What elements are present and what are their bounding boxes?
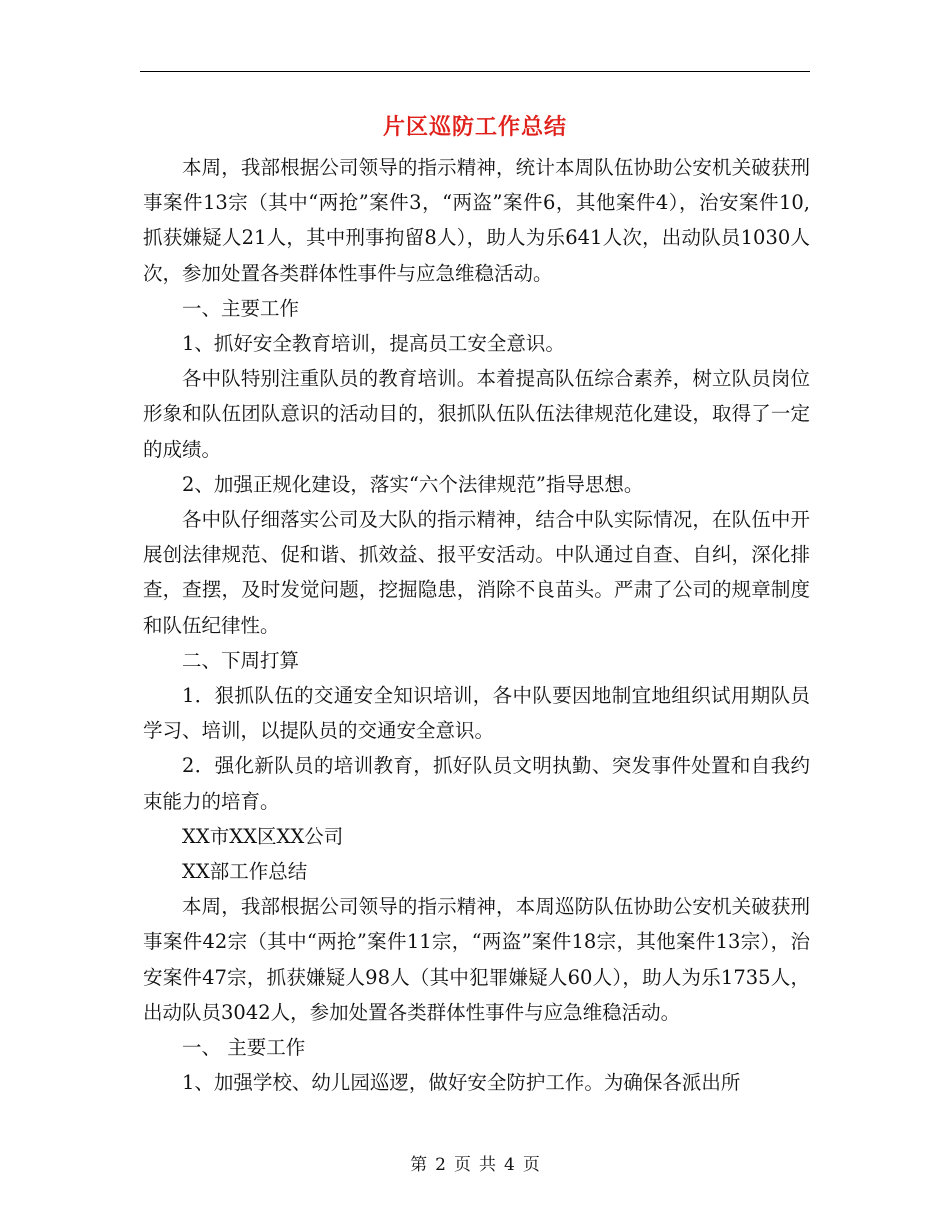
page-number: 2 xyxy=(435,1155,446,1175)
subheading: 2、加强正规化建设，落实“六个法律规范”指导思想。 xyxy=(182,472,644,496)
section-heading: 二、下周打算 xyxy=(182,648,300,672)
paragraph: 本周，我部根据公司领导的指示精神，统计本周队伍协助公安机关破获刑事案件13宗（其中“两抢”案件3，“两盗”案件6，其他案件4），治安案件10,抓获嫌疑人21人，其中刑事拘留8人），助人为乐641人次，出动队员1030人次，参加处置各类群体性事件与应急维稳活动。 xyxy=(143,156,810,285)
document-body xyxy=(143,150,810,1100)
page-footer xyxy=(140,1152,810,1178)
paragraph: 各中队特别注重队员的教育培训。本着提高队伍综合素养，树立队员岗位形象和队伍团队意识的活动目的，狠抓队伍队伍法律规范化建设，取得了一定的成绩。 xyxy=(143,367,810,461)
total-pages: 4 xyxy=(504,1155,515,1175)
footer-label: 页 xyxy=(522,1155,540,1175)
header-rule xyxy=(140,71,810,72)
footer-label: 第 xyxy=(410,1155,428,1175)
section-title: XX部工作总结 xyxy=(182,860,308,884)
subheading: 1、抓好安全教育培训，提高员工安全意识。 xyxy=(182,332,565,356)
paragraph: 1．狠抓队伍的交通安全知识培训，各中队要因地制宜地组织试用期队员学习、培训，以提队员的交通安全意识。 xyxy=(143,684,810,743)
section-heading: 一、 主要工作 xyxy=(182,1036,306,1060)
document-title: 片区巡防工作总结 xyxy=(382,114,567,140)
paragraph: 1、加强学校、幼儿园巡逻，做好安全防护工作。为确保各派出所 xyxy=(182,1071,741,1095)
footer-label: 页 xyxy=(454,1155,471,1175)
footer-label: 共 xyxy=(479,1155,496,1175)
section-heading: 一、主要工作 xyxy=(182,296,300,320)
paragraph: 本周，我部根据公司领导的指示精神，本周巡防队伍协助公安机关破获刑事案件42宗（其中“两抢”案件11宗，“两盗”案件18宗，其他案件13宗），治安案件47宗，抓获嫌疑人98人（其中犯罪嫌疑人60人），助人为乐1735人，出动队员3042人，参加处置各类群体性事件与应急维稳活动。 xyxy=(143,895,810,1024)
company-line: XX市XX区XX公司 xyxy=(182,824,344,848)
paragraph: 2．强化新队员的培训教育，抓好队员文明执勤、突发事件处置和自我约束能力的培育。 xyxy=(143,754,810,813)
paragraph: 各中队仔细落实公司及大队的指示精神，结合中队实际情况，在队伍中开展创法律规范、促和谐、抓效益、报平安活动。中队通过自查、自纠，深化排查，查摆，及时发觉问题，挖掘隐患，消除不良苗头。严肃了公司的规章制度和队伍纪律性。 xyxy=(143,508,810,637)
